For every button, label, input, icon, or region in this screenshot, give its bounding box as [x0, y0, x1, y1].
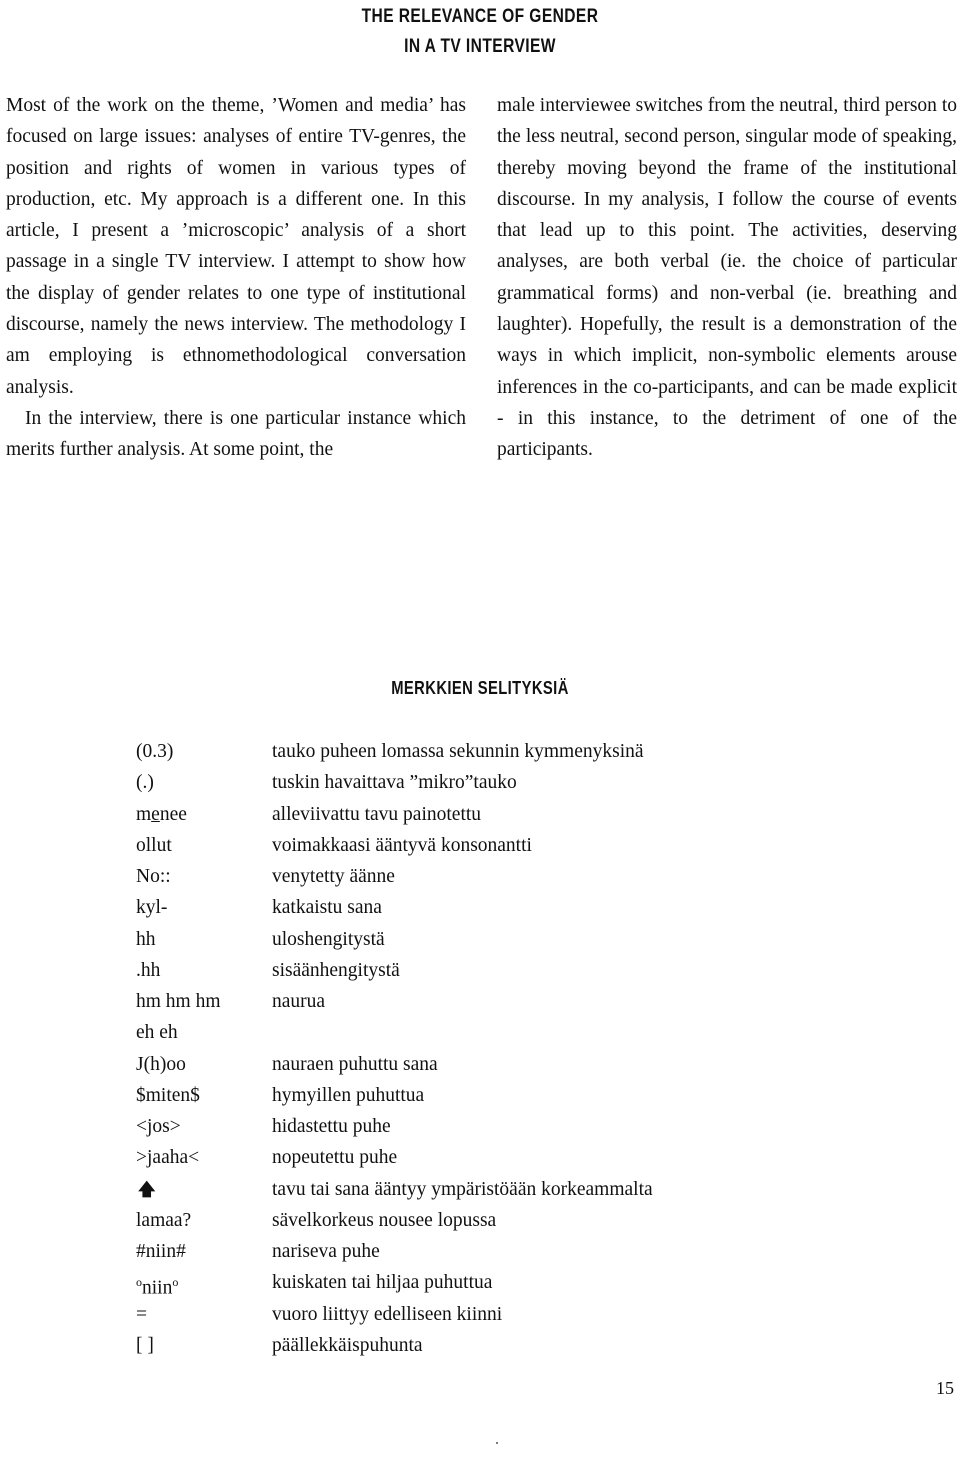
legend-description: nopeutettu puhe	[272, 1147, 398, 1169]
symbol-part: m	[136, 803, 152, 825]
legend-row	[136, 861, 653, 892]
legend-symbol: ollut	[136, 834, 172, 856]
left-column	[6, 90, 466, 466]
legend-symbol	[136, 1174, 272, 1205]
legend-row	[136, 924, 653, 955]
legend-row	[136, 736, 653, 767]
running-header	[86, 2, 873, 62]
underlined-syllable: e	[151, 803, 160, 825]
legend-row	[136, 1299, 653, 1330]
legend-symbol	[136, 799, 272, 830]
legend-description: päällekkäispuhunta	[272, 1334, 423, 1356]
right-column	[497, 90, 957, 466]
legend-row	[136, 830, 653, 861]
legend-description: voimakkaasi ääntyvä konsonantti	[272, 834, 532, 856]
legend-description: nauraen puhuttu sana	[272, 1053, 438, 1075]
legend-description: tauko puheen lomassa sekunnin kymmenyksinä	[272, 741, 644, 762]
page-number: 15	[936, 1378, 954, 1398]
legend-description: tuskin havaittava ”mikro”tauko	[272, 772, 517, 794]
paragraph: In the interview, there is one particular instance which merits further analysis. At some point, the	[6, 407, 466, 461]
legend-description: uloshengitystä	[272, 928, 385, 950]
legend-row	[136, 1205, 653, 1236]
legend-symbol: $miten$	[136, 1084, 200, 1106]
legend-description: alleviivattu tavu painotettu	[272, 803, 482, 825]
legend-symbol: =	[136, 1303, 147, 1325]
legend-description: nariseva puhe	[272, 1241, 380, 1262]
legend-symbol: eh eh	[136, 1022, 178, 1044]
legend-description: katkaistu sana	[272, 897, 382, 919]
degree-mark: o	[136, 1275, 142, 1290]
legend-row	[136, 986, 653, 1017]
legend-row	[136, 1049, 653, 1080]
header-line-2: IN A TV INTERVIEW	[404, 36, 556, 57]
legend-symbol: lamaa?	[136, 1209, 192, 1231]
legend-symbol: hm hm hm	[136, 991, 221, 1012]
legend-title: MERKKIEN SELITYKSIÄ	[391, 678, 569, 698]
legend-row	[136, 767, 653, 798]
legend-description: sisäänhengitystä	[272, 959, 400, 981]
legend-symbol: <jos>	[136, 1116, 181, 1137]
legend-symbol: No::	[136, 866, 171, 887]
legend-symbol: J(h)oo	[136, 1053, 186, 1075]
legend-symbol: (0.3)	[136, 741, 174, 762]
legend-row	[136, 1267, 653, 1298]
legend-symbol: kyl-	[136, 897, 168, 919]
symbol-part: nee	[159, 803, 187, 825]
symbol-part: niin	[142, 1277, 173, 1299]
legend-row	[136, 1236, 653, 1267]
paragraph: Most of the work on the theme, ’Women and media’ has focused on large issues: analyses of entire TV-genres, the position and rights of women in various types of production, etc. My approach is a different one. In this article, I present a ’microscopic’ analysis of a short passage in a single TV interview. I attempt to show how the display of gender relates to one type of institutional discourse, namely the news interview. The methodology I am employing is ethnomethodological conversation analysis.	[6, 95, 466, 398]
legend-symbol: (.)	[136, 772, 154, 794]
legend-row	[136, 1330, 653, 1361]
legend-description: kuiskaten tai hiljaa puhuttua	[272, 1272, 493, 1294]
legend-row	[136, 955, 653, 986]
legend-description: tavu tai sana ääntyy ympäristöään korkeammalta	[272, 1178, 653, 1200]
scan-speck	[496, 1442, 498, 1444]
legend-row	[136, 799, 653, 830]
legend-row	[136, 1080, 653, 1111]
legend-description: hymyillen puhuttua	[272, 1084, 425, 1106]
legend-symbol	[136, 1267, 272, 1298]
legend-symbol: [ ]	[136, 1334, 154, 1356]
legend-row	[136, 1111, 653, 1142]
legend-description: venytetty äänne	[272, 866, 395, 887]
paragraph: male interviewee switches from the neutral, third person to the less neutral, second person, singular mode of speaking, thereby moving beyond the frame of the institutional discourse. In my analysis, I follow the course of events that lead up to this point. The activities, deserving analyses, are both verbal (ie. the choice of particular grammatical forms) and non-verbal (ie. breathing and laughter). Hopefully, the result is a demonstration of the ways in which implicit, non-symbolic elements arouse inferences in the co-participants, and can be made explicit - in this instance, to the detriment of one of the participants.	[497, 95, 957, 461]
legend-symbol: hh	[136, 928, 156, 950]
legend-description: hidastettu puhe	[272, 1116, 391, 1137]
legend-row	[136, 1174, 653, 1205]
up-arrow-icon: 🡅	[138, 1179, 156, 1200]
legend-description: vuoro liittyy edelliseen kiinni	[272, 1303, 503, 1325]
legend-symbol: >jaaha<	[136, 1147, 200, 1169]
legend-row	[136, 1142, 653, 1173]
legend-symbol: .hh	[136, 959, 161, 981]
transcription-legend	[136, 736, 653, 1361]
header-line-1: THE RELEVANCE OF GENDER	[361, 6, 599, 27]
legend-description: sävelkorkeus nousee lopussa	[272, 1209, 497, 1231]
legend-symbol: #niin#	[136, 1241, 186, 1262]
legend-row	[136, 892, 653, 923]
legend-row	[136, 1017, 653, 1048]
legend-description: naurua	[272, 991, 326, 1012]
degree-mark: o	[172, 1275, 179, 1290]
